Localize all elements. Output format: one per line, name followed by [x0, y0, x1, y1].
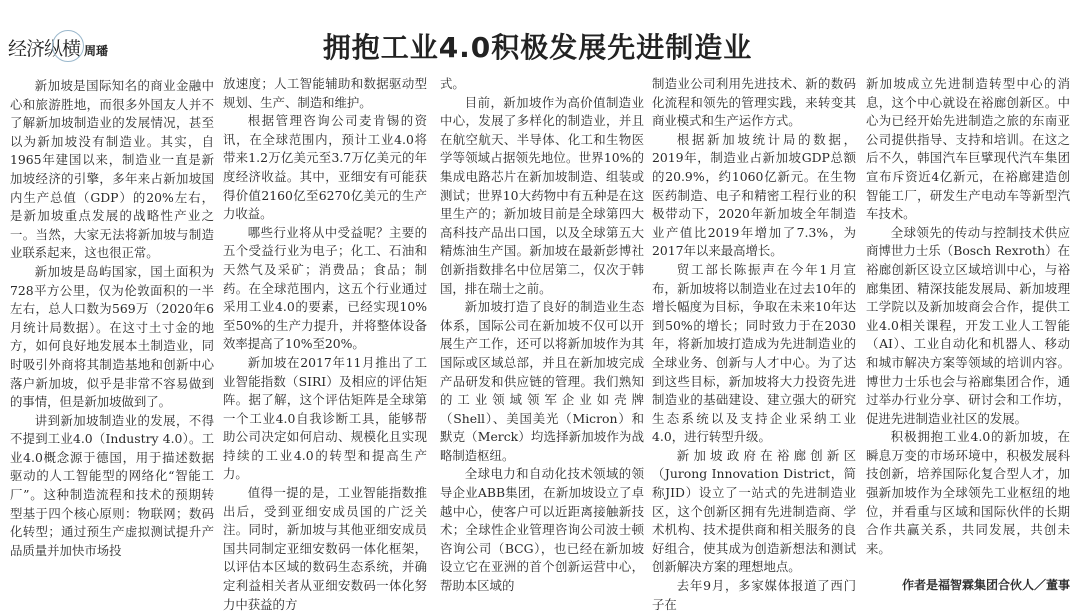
paragraph: 新加坡在2017年11月推出了工业智能指数（SIRI）及相应的评估矩阵。据了解，这个评估矩阵是全球第一个工业4.0自我诊断工具，能够帮助公司决定如何启动、规模化且实现持续的工业4.0的转型和提高生产力。	[223, 354, 427, 482]
paragraph: 制造业公司利用先进技术、新的数码化流程和领先的管理实践，来转变其商业模式和生产运作方式。	[652, 76, 856, 129]
article-title: 拥抱工业4.0积极发展先进制造业	[322, 31, 753, 64]
author-byline: 作者是福智霖集团合伙人／董事	[901, 578, 1070, 593]
paragraph: 全球电力和自动化技术领域的领导企业ABB集团，在新加坡设立了卓越中心，使客户可以近距离接触新技术；全球性企业管理咨询公司波士顿咨询公司（BCG），也已经在新加坡设立它在亚洲的首个创新运营中心，帮助本区域的	[440, 466, 644, 594]
paragraph: 积极拥抱工业4.0的新加坡，在瞬息万变的市场环境中，积极发展科技创新，培养国际化复合型人才，加强新加坡作为全球领先工业枢纽的地位，并看重与区域和国际伙伴的长期合作共赢关系，共同发展，共创未来。	[866, 429, 1070, 556]
paragraph: 目前，新加坡作为高价值制造业中心，发展了多样化的制造业，并且在航空航天、半导体、化工和生物医学等领域占据领先地位。世界10%的集成电路芯片在新加坡制造、组装或测试；世界10大药物中有五种是在这里生产的；新加坡目前是全球第四大高科技产品出口国，以及全球第五大精炼油生产国。新加坡在最新彭博社创新指数排名中位居第二，仅次于韩国，排在瑞士之前。	[440, 94, 644, 296]
article-column-1	[10, 77, 214, 560]
paragraph: 新加坡是岛屿国家，国土面积为728平方公里，仅为伦敦面积的一半左右，总人口数为569万（2020年6月统计局数据）。在这寸土寸金的地方，如何良好地发展本土制造业，同时吸引外商将其制造基地和创新中心落户新加坡，似乎是非常不容易做到的事情，但是新加坡做到了。	[10, 263, 214, 410]
paragraph: 新加坡成立先进制造转型中心的消息，这个中心就设在裕廊创新区。中心为已经开始先进制造之旅的东南亚公司提供指导、支持和培训。在这之后不久，韩国汽车巨擘现代汽车集团宣布斥资近4亿新元，在裕廊建造创智能工厂，研发生产电动车等新型汽车技术。	[866, 76, 1070, 222]
article-column-3	[440, 75, 644, 596]
author-name: 周璠	[84, 44, 109, 58]
paragraph: 贸工部长陈振声在今年1月宣布，新加坡将以制造业在过去10年的增长幅度为目标，争取在未来10年达到50%的增长；同时致力于在2030年，将新加坡打造成为先进制造业的全球业务、创新与人才中心。为了达到这些目标，新加坡将大力投资先进制造业的基础建设、建立强大的研究生态系统以及支持企业采纳工业4.0，进行转型升级。	[652, 261, 856, 445]
paragraph: 去年9月，多家媒体报道了西门子在	[652, 578, 856, 612]
paragraph: 式。	[440, 76, 465, 91]
paragraph: 哪些行业将从中受益呢？主要的五个受益行业为电子；化工、石油和天然气及采矿；消费品；食品；制药。在全球范围内，这五个行业通过采用工业4.0的要素，已经实现10%至50%的生产力提升，并将整体设备效率提高了10%至20%。	[223, 224, 427, 352]
paragraph: 全球领先的传动与控制技术供应商博世力士乐（Bosch Rexroth）在裕廊创新区设立区域培训中心，与裕廊集团、精深技能发展局、新加坡理工学院以及新加坡商会合作，提供工业4.0相关课程，开发工业人工智能（AI）、工业自动化和机器人、移动和城市解决方案等领域的培训内容。博世力士乐也会与裕廊集团合作，通过举办行业分享、研讨会和工作坊，促进先进制造业社区的发展。	[866, 224, 1070, 426]
article-column-5	[866, 75, 1070, 595]
paragraph: 新加坡是国际知名的商业金融中心和旅游胜地，而很多外国友人并不了解新加坡制造业的发展情况，甚至以为新加坡没有制造业。其实，自1965年建国以来，制造业一直是新加坡经济的引擎，多年来占新加坡国内生产总值（GDP）的20%左右，是新加坡重点发展的战略性产业之一。当然，大家无法将新加坡与制造业联系起来，这也很正常。	[10, 78, 214, 261]
article-column-4	[652, 75, 856, 614]
paragraph: 放速度；人工智能辅助和数据驱动型规划、生产、制造和维护。	[223, 76, 427, 110]
paragraph: 值得一提的是，工业智能指数推出后，受到亚细安成员国的广泛关注。同时，新加坡与其他亚细安成员国共同制定亚细安数码一体化框架，以评估本区域的数码生态系统，并确定利益相关者从亚细安数码一体化努力中获益的方	[223, 485, 427, 612]
section-name: 经济纵横	[8, 38, 81, 60]
paragraph: 新加坡政府在裕廊创新区（Jurong Innovation District，简称JID）设立了一站式的先进制造业区，这个创新区拥有先进制造商、学术机构、技术提供商和相关服务的良好组合，使其成为创造新想法和测试创新解决方案的理想地点。	[652, 447, 856, 575]
paragraph: 根据管理咨询公司麦肯锡的资讯，在全球范围内，预计工业4.0将带来1.2万亿美元至3.7万亿美元的年度经济收益。其中，亚细安有可能获得价值2160亿至6270亿美元的生产力收益。	[223, 113, 427, 222]
paragraph: 讲到新加坡制造业的发展，不得不提到工业4.0（Industry 4.0）。工业4.0概念源于德国，用于描述数据驱动的人工智能型的网络化“智能工厂”。这种制造流程和技术的预期转型基于四个核心原则：物联网；数码化转型；通过预生产虚拟测试提升产品质量并加快市场投	[10, 412, 214, 558]
paragraph: 新加坡打造了良好的制造业生态体系，国际公司在新加坡不仅可以开展生产工作，还可以将新加坡作为其国际或区域总部，并且在新加坡完成产品研发和供应链的管理。我们熟知的工业领域领军企业如壳牌（Shell）、美国美光（Micron）和默克（Merck）均选择新加坡作为战略制造枢纽。	[440, 299, 644, 463]
article-column-2	[223, 75, 427, 614]
paragraph: 根据新加坡统计局的数据，2019年，制造业占新加坡GDP总额的20.9%，约1060亿新元。在生物医药制造、电子和精密工程行业的积极带动下，2020年新加坡全年制造业产值比2019年增加了7.3%，为2017年以来最高增长。	[652, 131, 856, 259]
